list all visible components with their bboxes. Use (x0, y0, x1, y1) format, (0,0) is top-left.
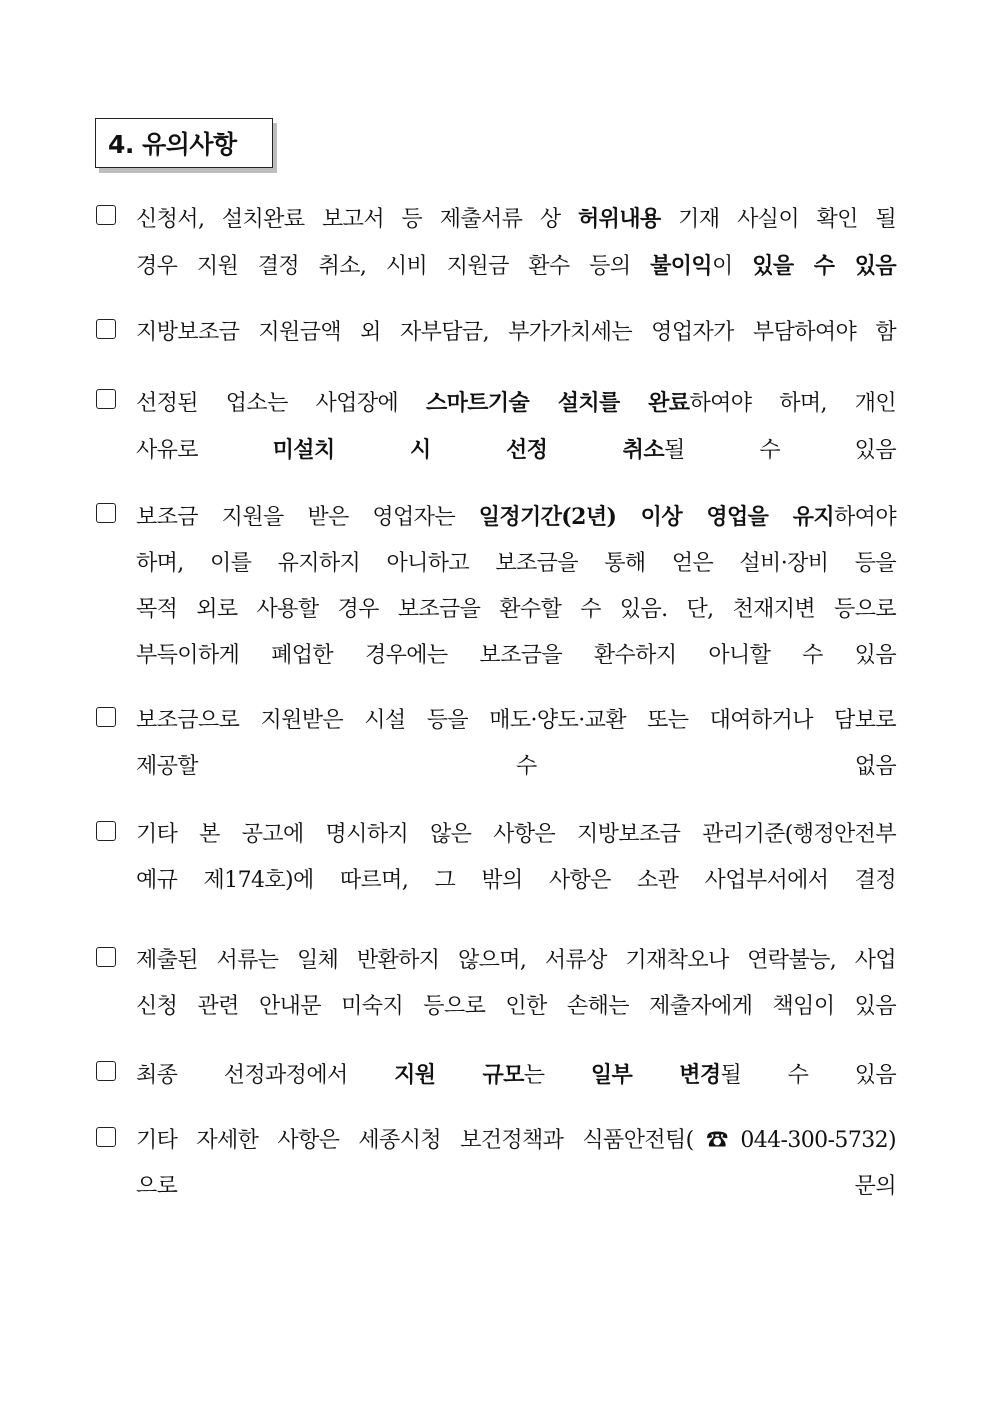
notice-text (136, 1052, 896, 1099)
notice-line (136, 1164, 896, 1210)
plain-text: 신청 관련 안내문 미숙지 등으로 인한 손해는 제출자에게 책임이 있음 (136, 994, 896, 1019)
checkbox-icon (96, 319, 116, 339)
notice-line (136, 858, 896, 904)
checkbox-icon (96, 947, 116, 967)
notice-text (136, 380, 896, 474)
plain-text: 제출된 서류는 일체 반환하지 않으며, 서류상 기재착오나 연락불능, 사업 (136, 948, 896, 973)
notice-line (136, 310, 896, 356)
plain-text: 이 (712, 254, 753, 279)
notice-text (136, 938, 896, 1030)
notice-text (136, 310, 896, 356)
checkbox-icon (96, 1127, 116, 1147)
emphasis-text: 스마트기술 설치를 완료 (425, 390, 690, 416)
checkbox-icon (96, 1061, 116, 1081)
plain-text: 하여야 (834, 505, 896, 530)
plain-text: 부득이하게 폐업한 경우에는 보조금을 환수하지 아니할 수 있음 (136, 643, 896, 668)
plain-text: 하여야 하며, 개인 (689, 391, 897, 416)
emphasis-text: 불이익 (650, 253, 713, 279)
notice-text (136, 1118, 896, 1210)
notice-line (136, 587, 896, 633)
notice-line (136, 380, 896, 427)
plain-text: 최종 선정과정에서 (136, 1063, 395, 1088)
plain-text: 보조금으로 지원받은 시설 등을 매도·양도·교환 또는 대여하거나 담보로 (136, 708, 896, 733)
plain-text: 기타 자세한 사항은 세종시청 보건정책과 식품안전팀(☎044-300-5732) (136, 1128, 896, 1153)
plain-text: 경우 지원 결정 취소, 시비 지원금 환수 등의 (136, 254, 651, 279)
plain-text: 는 (523, 1063, 591, 1088)
plain-text: 신청서, 설치완료 보고서 등 제출서류 상 (136, 207, 579, 232)
notice-line (136, 494, 896, 541)
emphasis-text: 일정기간(2년) 이상 영업을 유지 (478, 504, 835, 530)
notice-text (136, 812, 896, 904)
section-heading-box (95, 118, 273, 168)
emphasis-text: 있을 수 있음 (752, 253, 897, 279)
checkbox-icon (96, 707, 116, 727)
plain-text: 하며, 이를 유지하지 아니하고 보조금을 통해 얻은 설비·장비 등을 (136, 551, 896, 576)
notice-text (136, 196, 896, 290)
notice-text (136, 698, 896, 790)
plain-text: 지방보조금 지원금액 외 자부담금, 부가가치세는 영업자가 부담하여야 함 (136, 320, 896, 345)
plain-text: 될 수 있음 (720, 1063, 896, 1088)
notice-line (136, 812, 896, 858)
plain-text: 선정된 업소는 사업장에 (136, 391, 426, 416)
checkbox-icon (96, 821, 116, 841)
plain-text: 될 수 있음 (663, 438, 896, 463)
notice-line (136, 984, 896, 1030)
emphasis-text: 허위내용 (578, 206, 661, 232)
notice-line (136, 1052, 896, 1099)
plain-text: 예규 제174호)에 따르며, 그 밖의 사항은 소관 사업부서에서 결정 (136, 868, 896, 893)
plain-text: 목적 외로 사용할 경우 보조금을 환수할 수 있음. 단, 천재지변 등으로 (136, 597, 896, 622)
emphasis-text: 미설치 시 선정 취소 (272, 437, 664, 463)
emphasis-text: 지원 규모 (394, 1062, 524, 1088)
plain-text: 기타 본 공고에 명시하지 않은 사항은 지방보조금 관리기준(행정안전부 (136, 822, 896, 847)
section-heading: 4. 유의사항 (108, 130, 237, 159)
notice-line (136, 427, 896, 474)
notice-line (136, 633, 896, 679)
notice-line (136, 243, 896, 290)
plain-text: 제공할 수 없음 (136, 754, 896, 779)
checkbox-icon (96, 205, 116, 225)
notice-line (136, 1118, 896, 1164)
notice-line (136, 541, 896, 587)
emphasis-text: 일부 변경 (590, 1062, 721, 1088)
checkbox-icon (96, 503, 116, 523)
checkbox-icon (96, 389, 116, 409)
notice-line (136, 698, 896, 744)
plain-text: 사유로 (136, 438, 273, 463)
plain-text: 기재 사실이 확인 될 (660, 207, 896, 232)
notice-line (136, 196, 896, 243)
plain-text: 으로 문의 (136, 1174, 896, 1199)
notice-line (136, 938, 896, 984)
notice-line (136, 744, 896, 790)
plain-text: 보조금 지원을 받은 영업자는 (136, 505, 479, 530)
notice-text (136, 494, 896, 679)
